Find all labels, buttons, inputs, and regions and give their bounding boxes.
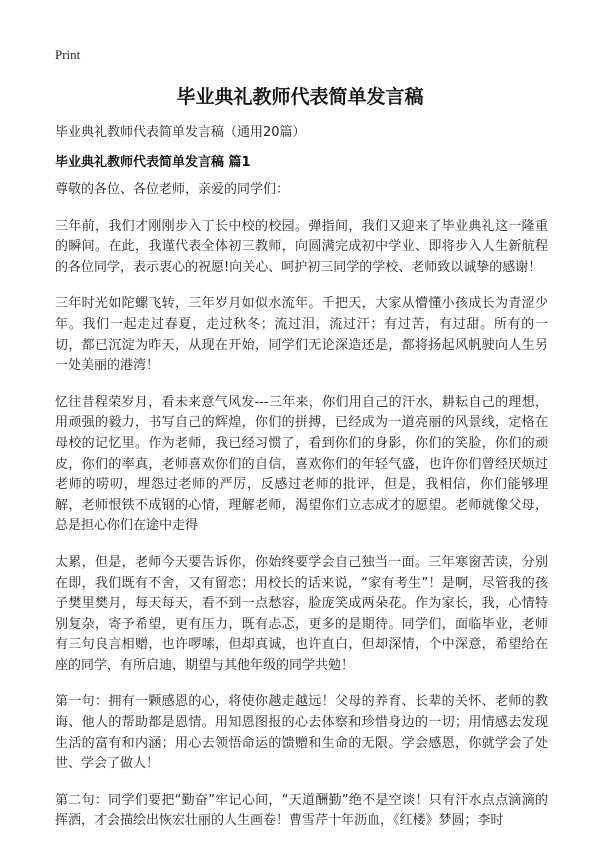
- document-subtitle: 毕业典礼教师代表简单发言稿（通用20篇）: [55, 125, 306, 140]
- paragraph: 三年前，我们才刚刚步入丁长中校的校园。弹指间，我们又迎来了毕业典礼这一隆重的瞬间。在此，我谨代表全体初三教师，向圆满完成初中学业、即将步入人生新航程的各位同学，表示衷心的祝愿!向关心、呵护初三同学的学校、老师致以诚挚的感谢！: [55, 218, 548, 275]
- paragraph: 忆往昔程荣岁月，看未来意气风发---三年来，你们用自己的汗水，耕耘自己的理想，用顽强的毅力，书写自己的辉煌，你们的拼搏，已经成为一道亮丽的风景线，定格在母校的记忆里。作为老师，我已经习惯了，看到你们的身影，你们的笑脸，你们的顽皮，你们的率真，老师喜欢你们的自信，喜欢你们的年轻气盛，也许你们曾经厌烦过老师的唠叨，埋怨过老师的严厉，反感过老师的批评，但是，我相信，你们能够理解，老师恨铁不成钢的心情，理解老师，渴望你们立志成才的愿望。老师就像父母，总是担心你们在途中走得: [55, 394, 548, 534]
- paragraph: 第二句：同学们要把“勤奋”牢记心间，“天道酬勤”绝不是空谈！只有汗水点点滴滴的挥洒，才会描绘出恢宏壮丽的人生画卷！曹雪芹十年沥血，《红楼》梦圆；李时: [55, 792, 548, 829]
- paragraph: 第一句：拥有一颗感恩的心，将使你越走越远！父母的养育、长辈的关怀、老师的教诲、他人的帮助都是恩情。用知恩图报的心去体察和珍惜身边的一切；用情感去发现生活的富有和内涵；用心去领悟命运的馈赠和生命的无限。学会感恩，你就学会了处世、学会了做人！: [55, 694, 548, 772]
- page-title: 毕业典礼教师代表简单发言稿: [176, 86, 424, 108]
- article-body: [55, 180, 548, 848]
- paragraph: 三年时光如陀螺飞转，三年岁月如似水流年。千把天，大家从懵懂小孩成长为青涩少年。我们一起走过春夏，走过秋冬；流过泪，流过汗；有过苦，有过甜。所有的一切，都已沉淀为昨天，从现在开始，同学们无论深造还是，都将扬起风帆驶向人生另一处美丽的港湾！: [55, 296, 548, 374]
- section-heading: 毕业典礼教师代表简单发言稿 篇1: [55, 155, 251, 170]
- paragraph: 太累，但是，老师今天要告诉你，你始终要学会自己独当一面。三年寒窗苦读，分别在即，我们既有不舍，又有留恋；用校长的话来说，“家有考生”！是啊，尽管我的孩子樊里樊月，每天每天，看不到一点愁容，脸庞笑成两朵花。作为家长，我，心情特别复杂，寄予希望，更有压力，既有忐忑，更多的是期待。同学们，面临毕业，老师有三句良言相赠，也许啰嗦，但却真诚，也许直白，但却深情，个中深意，希望给在座的同学，有所启迪，期望与其他年级的同学共勉！: [55, 554, 548, 673]
- paragraph: 尊敬的各位、各位老师，亲爱的同学们：: [55, 182, 290, 197]
- print-link[interactable]: Print: [55, 47, 81, 62]
